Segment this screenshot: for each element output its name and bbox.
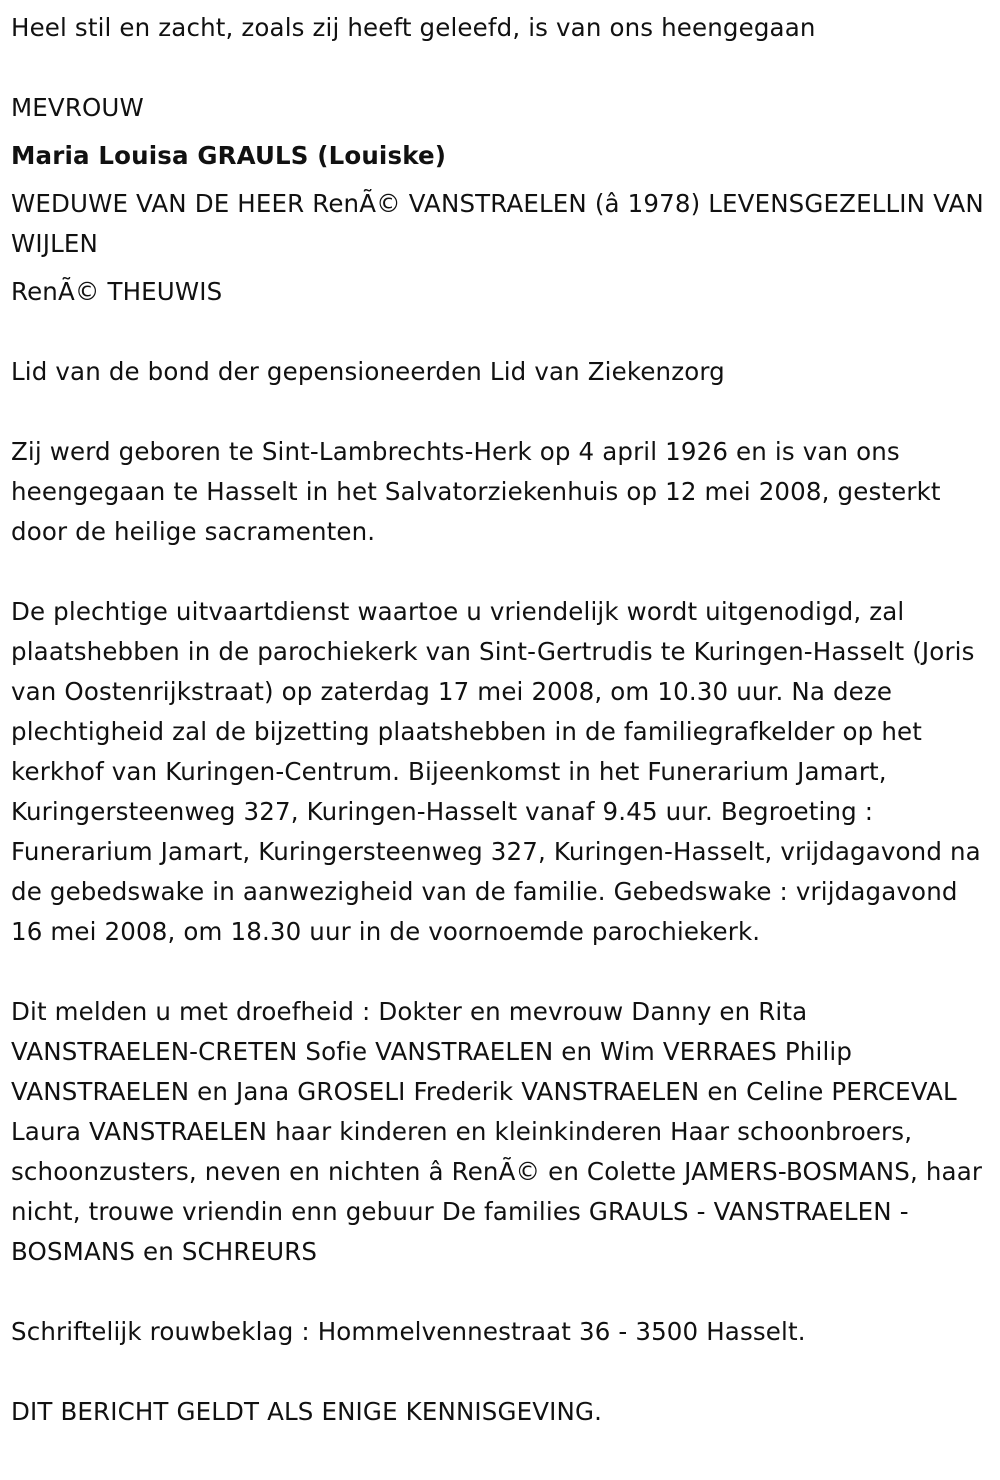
funeral-paragraph: De plechtige uitvaartdienst waartoe u vriendelijk wordt uitgenodigd, zal plaatshebben in de parochiekerk van Sint-Gertrudis te Kuringen-Hasselt (Joris van Oostenrijkstraat) op zaterdag 17 mei 2008, om 10.30 uur. Na deze plechtigheid zal de bijzetting plaatshebben in de familiegrafkelder op het kerkhof van Kuringen-Centrum. Bijeenkomst in het Funerarium Jamart, Kuringersteenweg 327, Kuringen-Hasselt vanaf 9.45 uur. Begroeting : Funerarium Jamart, Kuringersteenweg 327, Kuringen-Hasselt, vrijdagavond na de gebedswake in aanwezigheid van de familie. Gebedswake : vrijdagavond 16 mei 2008, om 18.30 uur in de voornoemde parochiekerk. <box>11 597 981 946</box>
birth-death-paragraph: Zij werd geboren te Sint-Lambrechts-Herk op 4 april 1926 en is van ons heengegaan te Hasselt in het Salvatorziekenhuis op 12 mei 2008, gesterkt door de heilige sacramenten. <box>11 437 941 546</box>
announcers-paragraph: Dit melden u met droefheid : Dokter en mevrouw Danny en Rita VANSTRAELEN-CRETEN Sofie VANSTRAELEN en Wim VERRAES Philip VANSTRAELEN en Jana GROSELI Frederik VANSTRAELEN en Celine PERCEVAL Laura VANSTRAELEN haar kinderen en kleinkinderen Haar schoonbroers, schoonzusters, neven en nichten â RenÃ© en Colette JAMERS-BOSMANS, haar nicht, trouwe vriendin enn gebuur De families GRAULS - VANSTRAELEN - BOSMANS en SCHREURS <box>11 997 983 1266</box>
widow-line: WEDUWE VAN DE HEER RenÃ© VANSTRAELEN (â 1978) LEVENSGEZELLIN VAN WIJLEN <box>11 189 984 258</box>
closing-statement: DIT BERICHT GELDT ALS ENIGE KENNISGEVING. <box>11 1397 603 1426</box>
condolences-address: Schriftelijk rouwbeklag : Hommelvennestraat 36 - 3500 Hasselt. <box>11 1317 806 1346</box>
partner-line: RenÃ© THEUWIS <box>11 277 223 306</box>
deceased-name: Maria Louisa GRAULS (Louiske) <box>11 141 447 170</box>
salutation: MEVROUW <box>11 93 144 122</box>
memberships: Lid van de bond der gepensioneerden Lid van Ziekenzorg <box>11 357 725 386</box>
intro-text: Heel stil en zacht, zoals zij heeft geleefd, is van ons heengegaan <box>11 13 816 42</box>
